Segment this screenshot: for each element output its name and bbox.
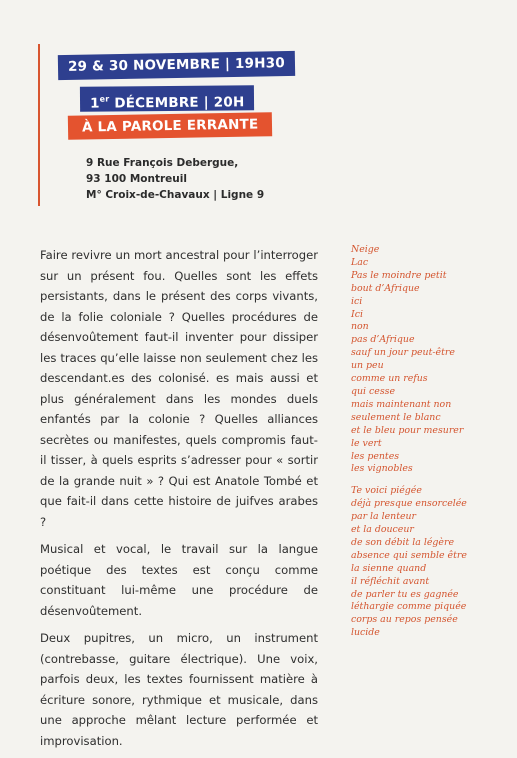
poem-line: un peu (351, 360, 384, 372)
dates-ordinal: er (99, 94, 110, 104)
poem-line: pas d’Afrique (351, 334, 415, 346)
poem-line: Neige (351, 244, 380, 255)
poem-line: par la lenteur (351, 511, 417, 523)
poem-line: qui cesse (351, 385, 395, 397)
poem-line: Te voici piégée (351, 485, 422, 497)
poem-line: Pas le moindre petit (351, 269, 447, 281)
dates-rest: DÉCEMBRE | 20H (109, 94, 245, 112)
poem-line: il réfléchit avant (351, 575, 430, 587)
poem-line: la sienne quand (351, 562, 427, 574)
address-block (86, 155, 264, 203)
venue-banner: À LA PAROLE ERRANTE (68, 112, 273, 140)
poem-line: seulement le blanc (351, 411, 441, 423)
poem-line: Lac (351, 256, 369, 268)
description-paragraph-3: Deux pupitres, un micro, un instrument (contrebasse, guitare électrique). Une voix, parfois deux, les textes fournissent matière à écriture sonore, rythmique et musicale, dans une approche mêlant lecture performée et improvisation. (40, 631, 318, 748)
accent-rule (38, 44, 40, 206)
dates-day: 1 (89, 95, 100, 112)
description-paragraph-2: Musical et vocal, le travail sur la langue poétique des textes est conçu comme constituant lui-même une procédure de désenvoûtement. (40, 542, 318, 618)
dates-banner-2 (80, 85, 255, 112)
poem-line: mais maintenant non (351, 398, 452, 410)
poem-line: déjà presque ensorcelée (351, 498, 467, 510)
address-metro: M° Croix-de-Chavaux | Ligne 9 (86, 189, 265, 201)
poem-line: les vignobles (351, 463, 413, 475)
poem-line: de son débit la légère (351, 536, 454, 548)
poem-line: les pentes (351, 450, 400, 462)
poem-stanza-2 (351, 485, 511, 640)
poem-line: lucide (351, 627, 380, 639)
poem-line: bout d’Afrique (351, 282, 420, 294)
poem (351, 244, 511, 649)
address-city: 93 100 Montreuil (86, 173, 187, 185)
poem-line: comme un refus (351, 373, 428, 385)
address-street: 9 Rue François Debergue, (86, 157, 239, 169)
poem-line: et la douceur (351, 524, 414, 536)
poem-line: et le bleu pour mesurer (351, 424, 464, 436)
poem-line: non (351, 321, 369, 333)
description (40, 245, 318, 758)
poem-line: absence qui semble être (351, 549, 467, 561)
poem-line: sauf un jour peut-être (351, 347, 455, 359)
poem-line: corps au repos pensée (351, 614, 458, 626)
poem-line: ici (351, 295, 363, 307)
poem-line: léthargie comme piquée (351, 601, 467, 613)
poem-line: Ici (351, 308, 363, 320)
poem-line: de parler tu es gagnée (351, 588, 459, 600)
poem-line: le vert (351, 437, 382, 449)
description-paragraph-1: Faire revivre un mort ancestral pour l’interroger sur un présent fou. Quelles sont les effets persistants, dans le présent des corps vivants, de la folie coloniale ? Quelles procédures de désenvoûtement faut-il inventer pour dissiper les traces qu’elle laisse non seulement chez les descendant.es des colonisé. es mais aussi et plus généralement dans les mondes duels enfantés par la colonie ? Quelles alliances secrètes ou manifestes, quels compromis faut-il tisser, à quels esprits s’adresser pour « sortir de la grande nuit » ? Qui est Anatole Tombé et que fait-il dans cette histoire de juifves arabes ? (40, 248, 318, 529)
dates-banner-1: 29 & 30 NOVEMBRE | 19H30 (58, 51, 295, 80)
poem-stanza-1 (351, 244, 511, 476)
